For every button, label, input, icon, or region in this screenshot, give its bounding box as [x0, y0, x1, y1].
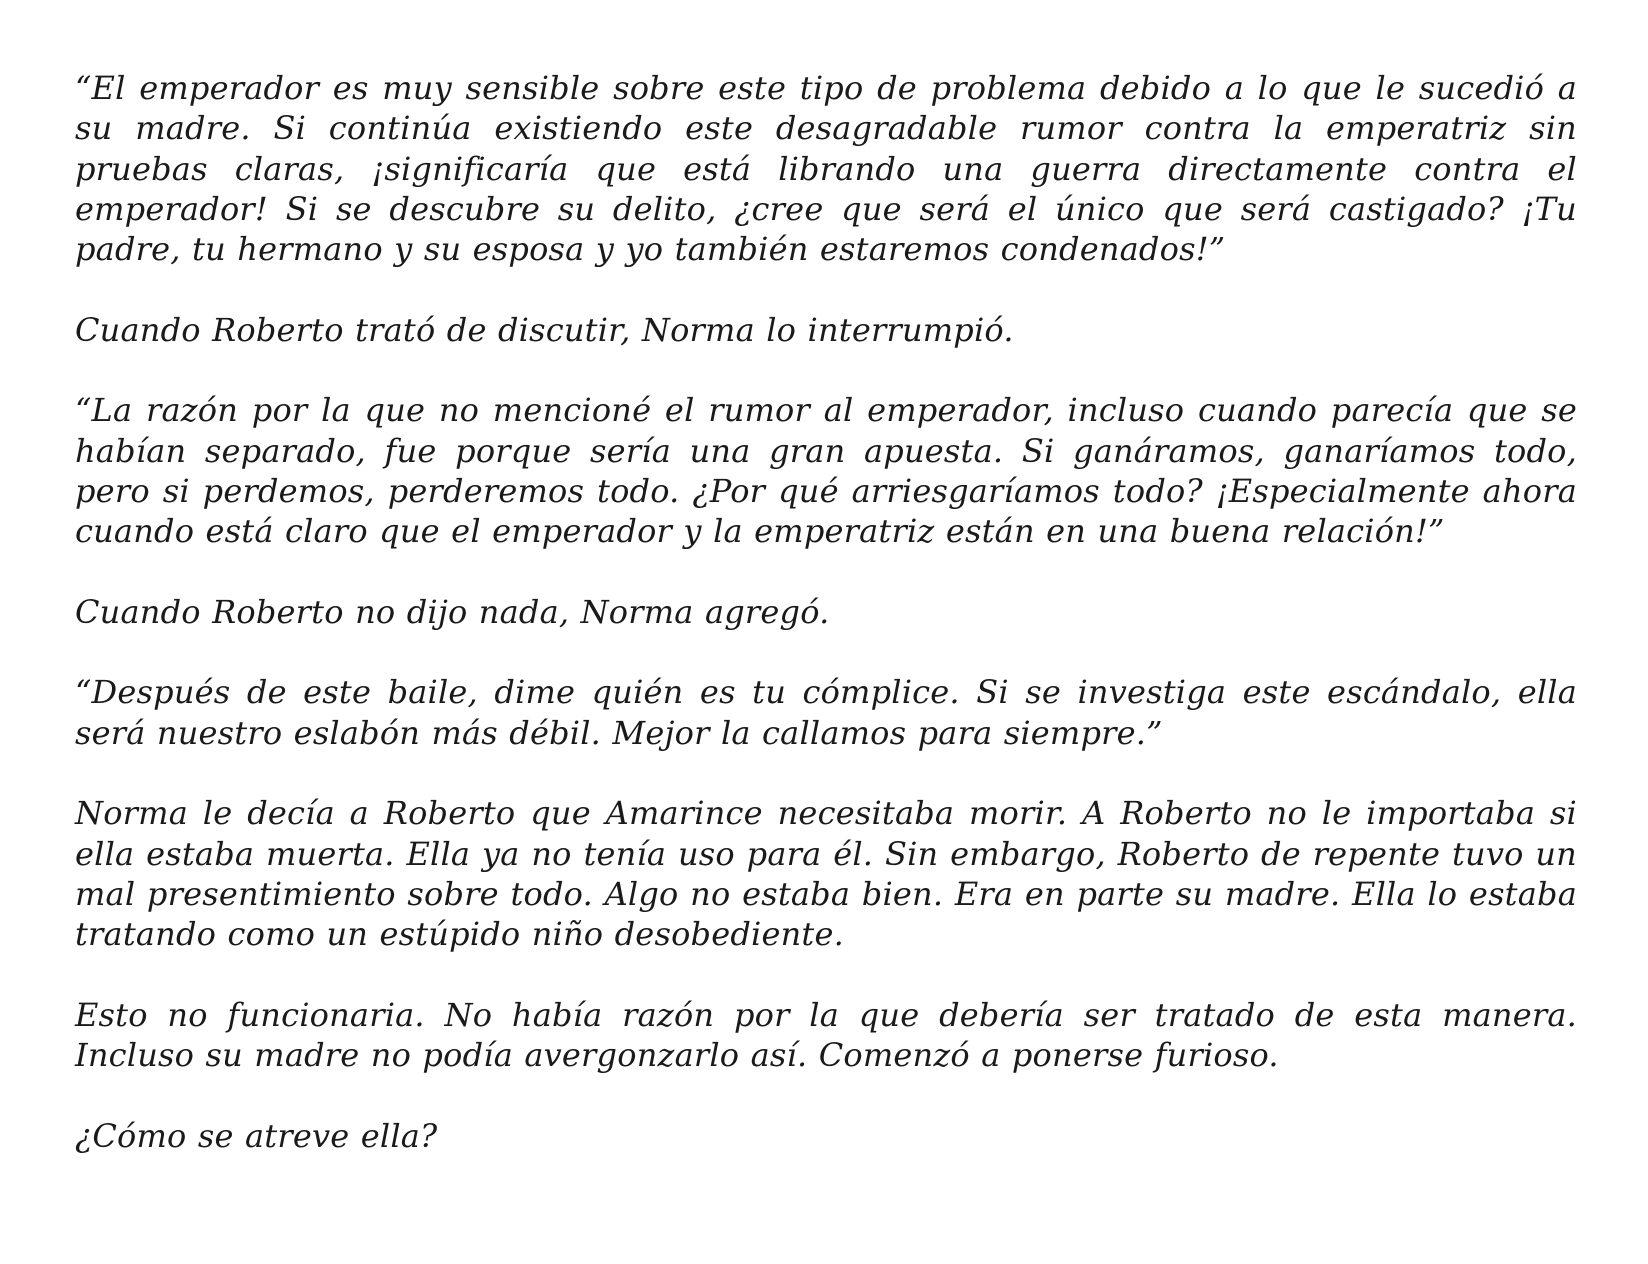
paragraph-4: Cuando Roberto no dijo nada, Norma agregó.: [75, 592, 830, 631]
paragraph-3: “La razón por la que no mencioné el rumor al emperador, incluso cuando parecía que se habían separado, fue porque sería una gran apuesta. Si ganáramos, ganaríamos todo, pero si perdemos, perderemos todo. ¿Por qué arriesgaríamos todo? ¡Especialmente ahora cuando está claro que el emperador y la emperatriz están en una buena relación!”: [75, 391, 1577, 551]
paragraph-1: “El emperador es muy sensible sobre este tipo de problema debido a lo que le sucedió a su madre. Si continúa existiendo este desagradable rumor contra la emperatriz sin pruebas claras, ¡significaría que está librando una guerra directamente contra el emperador! Si se descubre su delito, ¿cree que será el único que será castigado? ¡Tu padre, tu hermano y su esposa y yo también estaremos condenados!”: [75, 69, 1577, 269]
paragraph-8: ¿Cómo se atreve ella?: [75, 1116, 438, 1155]
paragraph-6: Norma le decía a Roberto que Amarince necesitaba morir. A Roberto no le importaba si ella estaba muerta. Ella ya no tenía uso para él. Sin embargo, Roberto de repente tuvo un mal presentimiento sobre todo. Algo no estaba bien. Era en parte su madre. Ella lo estaba tratando como un estúpido niño desobediente.: [75, 794, 1577, 954]
document-page: [75, 68, 1577, 1196]
paragraph-2: Cuando Roberto trató de discutir, Norma lo interrumpió.: [75, 310, 1014, 349]
paragraph-5: “Después de este baile, dime quién es tu cómplice. Si se investiga este escándalo, ella será nuestro eslabón más débil. Mejor la callamos para siempre.”: [75, 673, 1577, 752]
paragraph-7: Esto no funcionaria. No había razón por la que debería ser tratado de esta manera. Incluso su madre no podía avergonzarlo así. Comenzó a ponerse furioso.: [75, 995, 1577, 1075]
